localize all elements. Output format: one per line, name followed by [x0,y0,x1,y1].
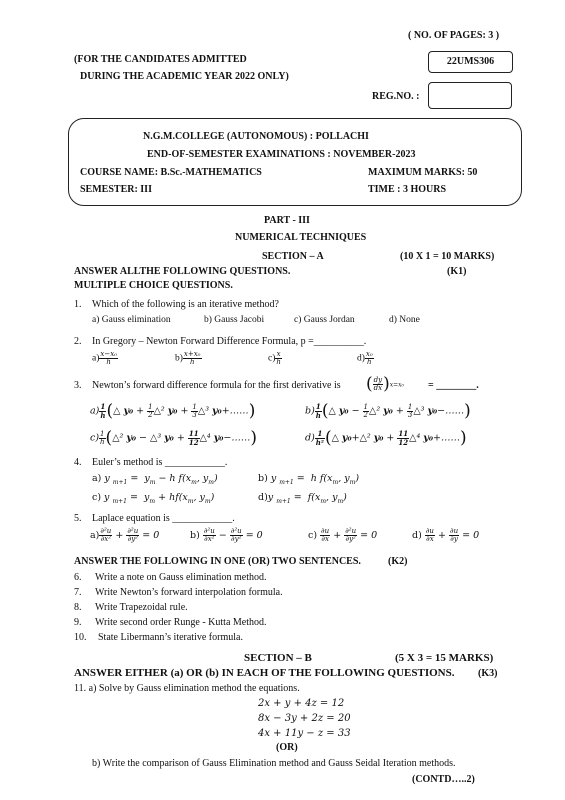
course-code-box [428,51,513,73]
max-marks: MAXIMUM MARKS: 50 [368,167,478,178]
short-answer-instruction: ANSWER THE FOLLOWING IN ONE (OR) TWO SENTENCES. [74,556,361,567]
section-a-title: SECTION – A [262,251,324,262]
q3-option-c: c) $\frac{1}{h}$ (△² y₀ − △³ y₀ + $\frac{11}{12}$ △⁴ y₀−……) [90,428,258,448]
q9-number: 9. [74,617,82,628]
q4-option-c: c) y $_{m+1} = y_m + hf(x_m$, $y_m$) [92,492,215,505]
continued-note: (CONTD…..2) [412,774,475,785]
section-a-level: (K1) [447,266,467,277]
q7-number: 7. [74,587,82,598]
q1-option-c: c) Gauss Jordan [294,315,355,325]
college-name: N.G.M.COLLEGE (AUTONOMOUS) : POLLACHI [143,131,369,142]
q5-option-d: d) $\frac{\partial u}{\partial x}$ + $\frac{\partial u}{\partial y}$ = 0 [412,527,480,543]
q2-text: In Gregory – Newton Forward Difference Formula, p =__________. [92,336,367,347]
q3-blank: = ________. [428,380,479,391]
q4-text: Euler’s method is ____________. [92,457,228,468]
section-b-level: (K3) [478,668,498,679]
q4-option-a: a) y $_{m+1} = y_m - h$ $f(x_m$, $y_m$) [92,473,218,486]
q3-option-b: b) $\frac{1}{h}$ (△ y₀ − $\frac{1}{2}$ △² y₀ + $\frac{1}{3}$ △³ y₀−……) [305,401,471,421]
q2-option-a: a) $\frac{\text{x−x₀}}{h}$ [92,350,117,366]
section-a-marks: (10 X 1 = 10 MARKS) [400,251,495,262]
q6-text: Write a note on Gauss elimination method. [95,572,267,583]
q1-number: 1. [74,299,82,310]
course-code: 22UMS306 [446,56,495,67]
section-b-marks: (5 X 3 = 15 MARKS) [395,652,494,664]
q3-number: 3. [74,380,82,391]
short-answer-level: (K2) [388,556,408,567]
q8-text: Write Trapezoidal rule. [95,602,188,613]
candidates-note-line1: (FOR THE CANDIDATES ADMITTED [74,54,247,65]
q11b-text: b) Write the comparison of Gauss Elimination method and Gauss Seidal Iteration methods. [92,758,456,769]
equation-2: 8x − 3y + 2z = 20 [258,713,351,724]
q3-text: Newton’s forward difference formula for the first derivative is [92,380,341,391]
equation-1: 2x + y + 4z = 12 [258,698,345,709]
q2-option-b: b) $\frac{\text{x+x₀}}{h}$ [175,350,201,366]
q3-derivative-expression: ( $\frac{dy}{dx}$ )x=x₀ [366,374,404,394]
q4-option-b: b) y $_{m+1}$ = h $f(x_m$, $y_m$) [258,473,360,486]
section-a-instruction: ANSWER ALLTHE FOLLOWING QUESTIONS. [74,266,291,277]
q10-text: State Libermann’s iterative formula. [98,632,243,643]
course-name: COURSE NAME: B.Sc.-MATHEMATICS [80,167,262,178]
reg-no-label: REG.NO. : [372,91,420,102]
q1-option-b: b) Gauss Jacobi [204,315,265,325]
q4-option-d: d)y $_{m+1} = f(x_m$, $y_m$) [258,492,347,505]
exam-title: END-OF-SEMESTER EXAMINATIONS : NOVEMBER-2023 [147,149,416,160]
q8-number: 8. [74,602,82,613]
page-count-note: ( NO. OF PAGES: 3 ) [408,30,500,41]
equation-3: 4x + 11y − z = 33 [258,728,351,739]
mcq-heading: MULTIPLE CHOICE QUESTIONS. [74,280,233,291]
q5-option-a: a) $\frac{\text{∂²u}}{\text{∂x²}}$ + $\frac{\text{∂²u}}{\text{∂y²}}$ = 0 [90,527,160,543]
q1-option-d: d) None [389,315,420,325]
q5-text: Laplace equation is ____________. [92,513,235,524]
q6-number: 6. [74,572,82,583]
q1-option-a: a) Gauss elimination [92,315,171,325]
q4-number: 4. [74,457,82,468]
reg-no-field[interactable] [428,82,512,109]
section-b-instruction: ANSWER EITHER (a) OR (b) IN EACH OF THE FOLLOWING QUESTIONS. [74,667,455,679]
q2-option-c: c) $\frac{x}{h}$ [268,350,281,366]
candidates-note-line2: DURING THE ACADEMIC YEAR 2022 ONLY) [80,71,289,82]
q3-option-a: a) $\frac{1}{h}$ (△ y₀ + $\frac{1}{2}$ △² y₀ + $\frac{1}{3}$ △³ y₀+……) [90,401,256,421]
q2-option-d: d) $\frac{\text{x₀}}{h}$ [357,350,373,366]
q3-option-d: d) $\frac{1}{\text{h²}}$ (△ y₀+△² y₀ + $\frac{11}{12}$ △⁴ y₀+……) [305,428,467,448]
q5-option-b: b) $\frac{\text{∂²u}}{\text{∂x²}}$ − $\frac{\text{∂²u}}{\text{∂y²}}$ = 0 [190,527,263,543]
q7-text: Write Newton’s forward interpolation formula. [95,587,283,598]
part-title: PART - III [264,215,310,226]
q1-text: Which of the following is an iterative method? [92,299,279,310]
q5-number: 5. [74,513,82,524]
exam-time: TIME : 3 HOURS [368,184,447,195]
q10-number: 10. [74,632,87,643]
q2-number: 2. [74,336,82,347]
semester: SEMESTER: III [80,184,152,195]
or-separator: (OR) [276,742,298,753]
q5-option-c: c) $\frac{\partial u}{\partial x}$ + $\frac{\text{∂²u}}{\text{∂y²}}$ = 0 [308,527,378,543]
subject-title: NUMERICAL TECHNIQUES [235,232,367,243]
section-b-title: SECTION – B [244,652,312,664]
q11a-text: 11. a) Solve by Gauss elimination method the equations. [74,683,300,694]
q9-text: Write second order Runge - Kutta Method. [95,617,267,628]
